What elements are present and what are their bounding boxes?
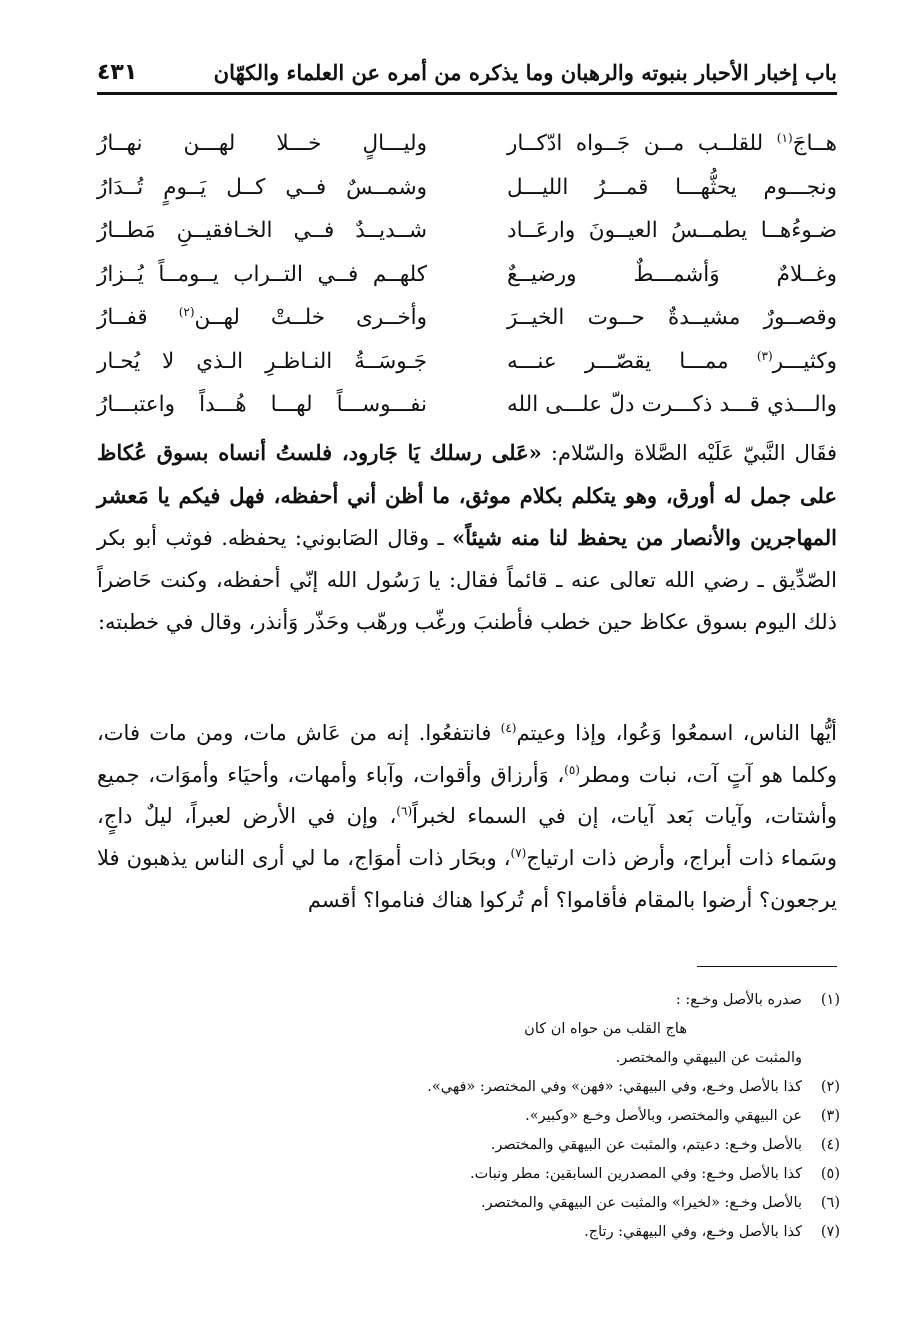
poem-verse bbox=[97, 253, 837, 297]
footnote: (٢) كذا بالأصل وخـع، وفي البيهقي: «فهن» وفي المختصر: «فهي». bbox=[427, 1079, 840, 1095]
footnote: (١) صدره بالأصل وخـع: : bbox=[675, 992, 840, 1008]
poem-verse bbox=[97, 340, 837, 384]
verse-first-hemistich: ضـوءُهــا يطمــسُ العيــونَ وارعَــاد bbox=[507, 218, 837, 244]
footnote: هاج القلب من حواه ان كان bbox=[524, 1021, 687, 1037]
chapter-title: باب إخبار الأحبار بنبوته والرهبان وما يذكره من أمره عن العلماء والكهّان bbox=[213, 59, 837, 85]
paragraph-text: ـ وقال الصَابوني: يحفظه. فوثب أبو بكر الصّدِّيق ـ رضي الله تعالى عنه ـ قائماً فقال: يا رَسُول الله إنّي أحفظه، وكنت حَاضراً ذلك اليوم بسوق عكاظ حين خطب فأطنبَ ورغّب ورهّب وحَذّر وَأنذر، وقال في خطبته: bbox=[97, 526, 837, 634]
verse-second-hemistich: كلهــم فــي التــراب يــومــاً يُــزارُ bbox=[97, 261, 427, 287]
running-header bbox=[97, 52, 837, 95]
sermon-paragraph: أيُّها الناس، اسمعُوا وَعُوا، وإذا وعيتم$^{(٤)}$ فانتفعُوا. إنه من عَاش مات، ومن مات فات، وكلما هو آتٍ آت، نبات ومطر$^{(٥)}$، وَأرزاق وأقوات، وآباء وأمهات، وأحيَاء وأموَات، جميع وأشتات، وآيات بَعد آيات، إن في السماء لخبراً$^{(٦)}$، وإن في الأرض لعبراً، ليلٌ داجٍ، وسَماء ذات أبراج، وأرض ذات ارتياج$^{(٧)}$، وبحَار ذات أموَاج، ما لي أرى الناس يذهبون فلا يرجعون؟ أرضوا بالمقام فأقاموا؟ أم تُركوا هناك فناموا؟ أقسم bbox=[97, 721, 838, 912]
body-paragraph bbox=[97, 432, 837, 644]
footnote: (٦) بالأصل وخـع: «لخيرا» والمثبت عن البيهقي والمختصر. bbox=[481, 1195, 840, 1211]
verse-first-hemistich: والـــذي قـــد ذكـــرت دلّ علـــى الله bbox=[507, 392, 837, 418]
footnote-divider bbox=[697, 966, 837, 967]
page-number: ٤٣١ bbox=[97, 59, 138, 85]
verse-second-hemistich: جَـوسَــةُ النـاظـرِ الـذي لا يُحـار bbox=[97, 348, 427, 374]
prophet-quote: «عَلى رسلك يَا جَارود، فلستُ أنساه بسوق عُكاظ على جمل له أورق، وهو يتكلم بكلام موثق، ما أظن أني أحفظه، فهل فيكم يا مَعشر المهاجرين والأنصار من يحفظ لنا منه شيئاً» bbox=[97, 440, 837, 551]
poem bbox=[97, 122, 837, 427]
verse-first-hemistich: هــاجَ$^{(١)}$ للقلــب مــن جَــواه ادّكــار bbox=[507, 131, 837, 157]
footnote-ref: (٦) bbox=[396, 804, 413, 819]
poem-verse bbox=[97, 383, 837, 427]
poem-verse bbox=[97, 122, 837, 166]
verse-second-hemistich: وأخــرى خلــتْ لهــن$^{(٢)}$ قفــارُ bbox=[97, 305, 427, 331]
paragraph-intro: فقَال النَّبيّ عَلَيْه الصَّلاة والسّلام: bbox=[541, 441, 837, 465]
footnote-ref: (٣) bbox=[756, 348, 773, 363]
poem-verse bbox=[97, 166, 837, 210]
verse-second-hemistich: وليـــالٍ خـــلا لهـــن نهــارُ bbox=[97, 131, 427, 157]
poem-verse bbox=[97, 296, 837, 340]
footnote-ref: (٢) bbox=[178, 305, 195, 320]
verse-second-hemistich: وشمــسٌ فــي كــل يَــومٍ تُــدَارُ bbox=[97, 174, 427, 200]
verse-first-hemistich: ونجـــوم يحثُّهـــا قمـــرُ الليـــل bbox=[507, 174, 837, 200]
verse-second-hemistich: شــديــدٌ فــي الخـافقيــنِ مَطــارُ bbox=[97, 218, 427, 244]
footnote-ref: (٤) bbox=[500, 721, 517, 735]
verse-first-hemistich: وقصــورٌ مشيــدةٌ حــوت الخيــرَ bbox=[507, 305, 837, 331]
footnote-ref: (١) bbox=[776, 131, 793, 146]
footnote: (٧) كذا بالأصل وخـع، وفي البيهقي: رتاج. bbox=[584, 1224, 840, 1240]
footnote-ref: (٧) bbox=[510, 846, 527, 861]
footnote: (٥) كذا بالأصل وخـع: وفي المصدرين السابقين: مطر ونبات. bbox=[470, 1166, 840, 1182]
verse-second-hemistich: نفـــوســـاً لهـــا هُـــداً واعتبـــارُ bbox=[97, 392, 427, 418]
footnote: والمثبت عن البيهقي والمختصر. bbox=[615, 1050, 802, 1066]
verse-first-hemistich: وغــلامٌ وَأشمـــطٌ ورضيــعٌ bbox=[507, 261, 837, 287]
footnote: (٣) عن البيهقي والمختصر، وبالأصل وخـع «وكبير». bbox=[525, 1108, 840, 1124]
verse-first-hemistich: وكثيـــر$^{(٣)}$ ممـــا يقصّـــر عنـــه bbox=[507, 348, 837, 374]
poem-verse bbox=[97, 209, 837, 253]
footnotes bbox=[300, 986, 840, 1247]
footnote: (٤) بالأصل وخـع: دعيتم، والمثبت عن البيهقي والمختصر. bbox=[490, 1137, 840, 1153]
footnote-ref: (٥) bbox=[564, 762, 580, 777]
